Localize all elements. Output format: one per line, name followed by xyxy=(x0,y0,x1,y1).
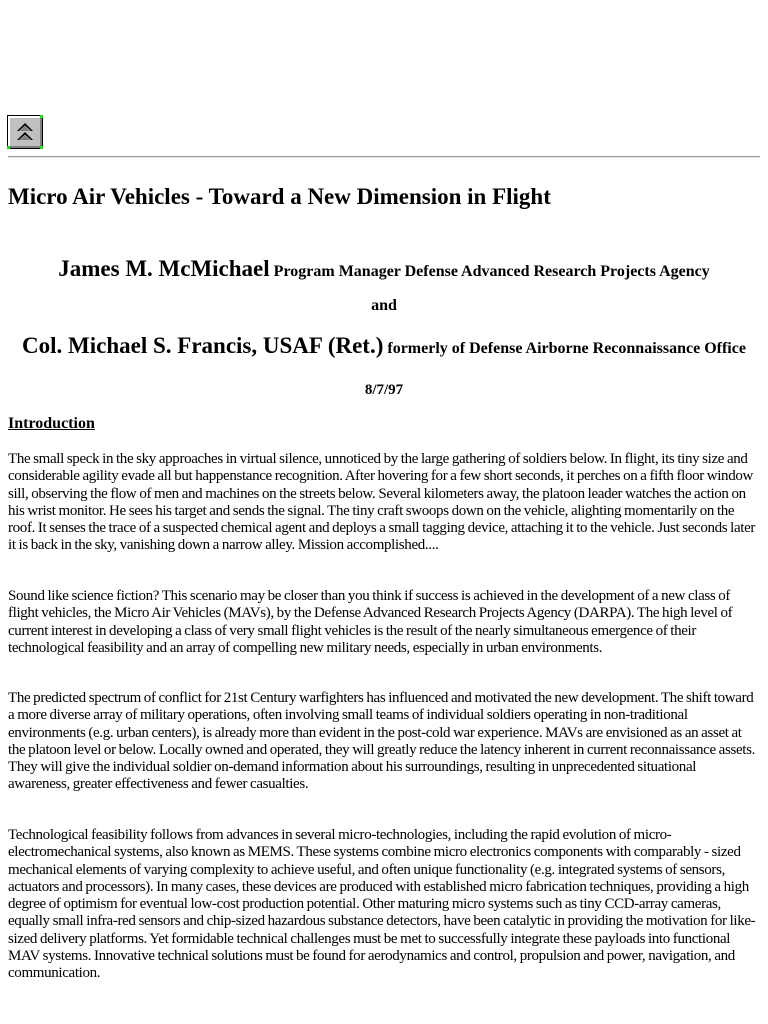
horizontal-divider xyxy=(8,156,760,158)
button-corner-marker xyxy=(7,146,10,149)
button-corner-marker xyxy=(40,146,43,149)
author-conjunction: and xyxy=(371,297,397,314)
paragraph: The predicted spectrum of conflict for 21st Century warfighters has influenced and motivated the new development. The shift toward a more diverse array of military operations, often involving small teams of individual soldiers operating in non-traditional environments (e.g. urban centers), is already more than evident in the post-cold war experience. MAVs are envisioned as an asset at the platoon level or below. Locally owned and operated, they will greatly reduce the latency inherent in current reconnaissance assets. They will give the individual soldier on-demand information about his surroundings, resulting in unprecedented situational awareness, greater effectiveness and fewer casualties. xyxy=(8,690,755,793)
paragraph: Technological feasibility follows from advances in several micro-technologies, including the rapid evolution of micro-electromechanical systems, also known as MEMS. These systems combine micro electronics components with comparably - sized mechanical elements of varying complexity to achieve useful, and often unique functionality (e.g. integrated systems of sensors, actuators and processors). In many cases, these devices are produced with established micro fabrication techniques, providing a high degree of optimism for eventual low-cost production potential. Other maturing micro systems such as tiny CCD-array cameras, equally small infra-red sensors and chip-sized hazardous substance detectors, have been catalytic in providing the motivation for like-sized delivery platforms. Yet formidable technical challenges must be met to successfully integrate these payloads into functional MAV systems. Innovative technical solutions must be found for aerodynamics and control, propulsion and power, navigation, and communication. xyxy=(8,827,756,982)
author-name: James M. McMichael xyxy=(58,256,270,281)
author-line-2 xyxy=(8,334,760,361)
author-affiliation: formerly of Defense Airborne Reconnaissance Office xyxy=(387,340,746,357)
author-line-1 xyxy=(8,255,760,286)
paragraph: The small speck in the sky approaches in virtual silence, unnoticed by the large gathering of soldiers below. In flight, its tiny size and considerable agility evade all but happenstance recognition. After hovering for a few short seconds, it perches on a fifth floor window sill, observing the flow of men and machines on the streets below. Several kilometers away, the platoon leader watches the action on his wrist monitor. He sees his target and sends the signal. The tiny craft swoops down on the vehicle, alighting momentarily on the roof. It senses the trace of a suspected chemical agent and deploys a small tagging device, attaching it to the vehicle. Just seconds later it is back in the sky, vanishing down a narrow alley. Mission accomplished.... xyxy=(8,451,756,554)
back-to-top-button[interactable] xyxy=(8,116,42,148)
page-title: Micro Air Vehicles - Toward a New Dimension in Flight xyxy=(8,184,551,209)
button-corner-marker xyxy=(40,115,43,118)
author-name: Col. Michael S. Francis, USAF (Ret.) xyxy=(22,333,384,358)
publication-date: 8/7/97 xyxy=(364,382,404,398)
paragraph: Sound like science fiction? This scenario may be closer than you think if success is achieved in the development of a new class of flight vehicles, the Micro Air Vehicles (MAVs), by the Defense Advanced Research Projects Agency (DARPA). The high level of current interest in developing a class of very small flight vehicles is the result of the nearly simultaneous emergence of their technological feasibility and an array of compelling new military needs, especially in urban environments. xyxy=(8,588,733,656)
double-chevron-up-icon xyxy=(14,121,36,143)
section-heading: Introduction xyxy=(8,415,95,432)
author-affiliation: Program Manager Defense Advanced Research Projects Agency xyxy=(273,263,710,280)
